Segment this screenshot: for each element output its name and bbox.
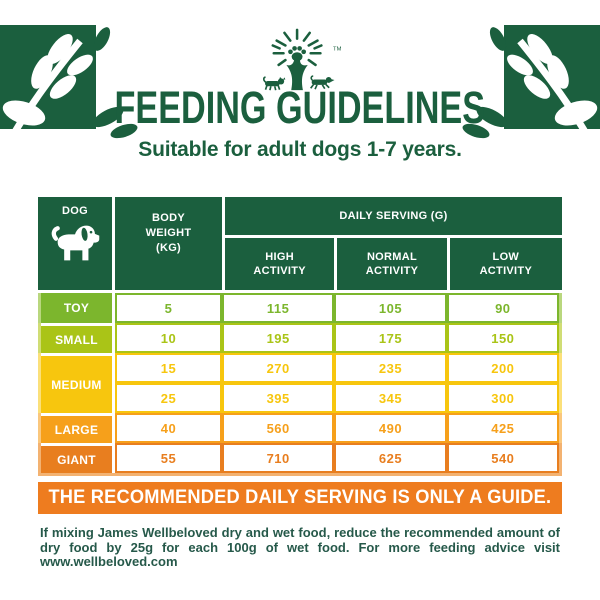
footer-note: If mixing James Wellbeloved dry and wet food, reduce the recommended amount of dry food by 25g for each 100g of wet food. For more feeding advice visit www.wellbeloved.com [40, 525, 560, 570]
cell-normal: 175 [336, 325, 444, 351]
table-row [115, 383, 559, 413]
cell-normal: 345 [336, 385, 444, 411]
row-label: LARGE [41, 413, 115, 443]
row-label: GIANT [41, 443, 115, 473]
cell-normal: 105 [336, 295, 444, 321]
cell-low: 150 [449, 325, 557, 351]
table-body [38, 293, 562, 476]
cell-high: 710 [224, 445, 332, 471]
table-row [115, 443, 559, 473]
header-cell-body-weight: BODY WEIGHT (KG) [115, 197, 225, 290]
feeding-table [38, 197, 562, 514]
cell-normal: 625 [336, 445, 444, 471]
size-group-small [38, 323, 562, 353]
row-label: SMALL [41, 323, 115, 353]
table-row [115, 413, 559, 443]
cell-high: 560 [224, 415, 332, 441]
puppy-icon [49, 221, 101, 265]
trademark-symbol: TM [333, 46, 342, 53]
cell-high: 195 [224, 325, 332, 351]
header-cell-high-activity: HIGH ACTIVITY [225, 238, 337, 290]
table-row [115, 323, 559, 353]
cell-weight: 55 [117, 445, 220, 471]
cell-high: 115 [224, 295, 332, 321]
cell-low: 540 [449, 445, 557, 471]
table-row [115, 353, 559, 383]
guide-banner: THE RECOMMENDED DAILY SERVING IS ONLY A GUIDE. [38, 482, 562, 514]
cell-weight: 40 [117, 415, 220, 441]
size-group-medium [38, 353, 562, 413]
header-cell-dog [38, 197, 115, 290]
header-cell-low-activity: LOW ACTIVITY [450, 238, 562, 290]
cell-weight: 25 [117, 385, 220, 411]
cell-weight: 5 [117, 295, 220, 321]
cell-low: 300 [449, 385, 557, 411]
size-group-large [38, 413, 562, 443]
table-header [38, 197, 562, 290]
cell-weight: 10 [117, 325, 220, 351]
cell-high: 395 [224, 385, 332, 411]
cell-low: 90 [449, 295, 557, 321]
cell-normal: 490 [336, 415, 444, 441]
table-row [115, 293, 559, 323]
cell-normal: 235 [336, 355, 444, 381]
cell-low: 200 [449, 355, 557, 381]
header-cell-daily-serving: DAILY SERVING (G) [225, 197, 562, 238]
page-title: FEEDING GUIDELINES [114, 82, 486, 133]
cell-weight: 15 [117, 355, 220, 381]
cell-low: 425 [449, 415, 557, 441]
row-label: MEDIUM [41, 353, 115, 413]
cell-high: 270 [224, 355, 332, 381]
dog-column-label: DOG [62, 205, 88, 217]
size-group-giant [38, 443, 562, 476]
header-cell-normal-activity: NORMAL ACTIVITY [337, 238, 449, 290]
row-label: TOY [41, 293, 115, 323]
page-subtitle: Suitable for adult dogs 1-7 years. [138, 138, 462, 161]
size-group-toy [38, 293, 562, 323]
